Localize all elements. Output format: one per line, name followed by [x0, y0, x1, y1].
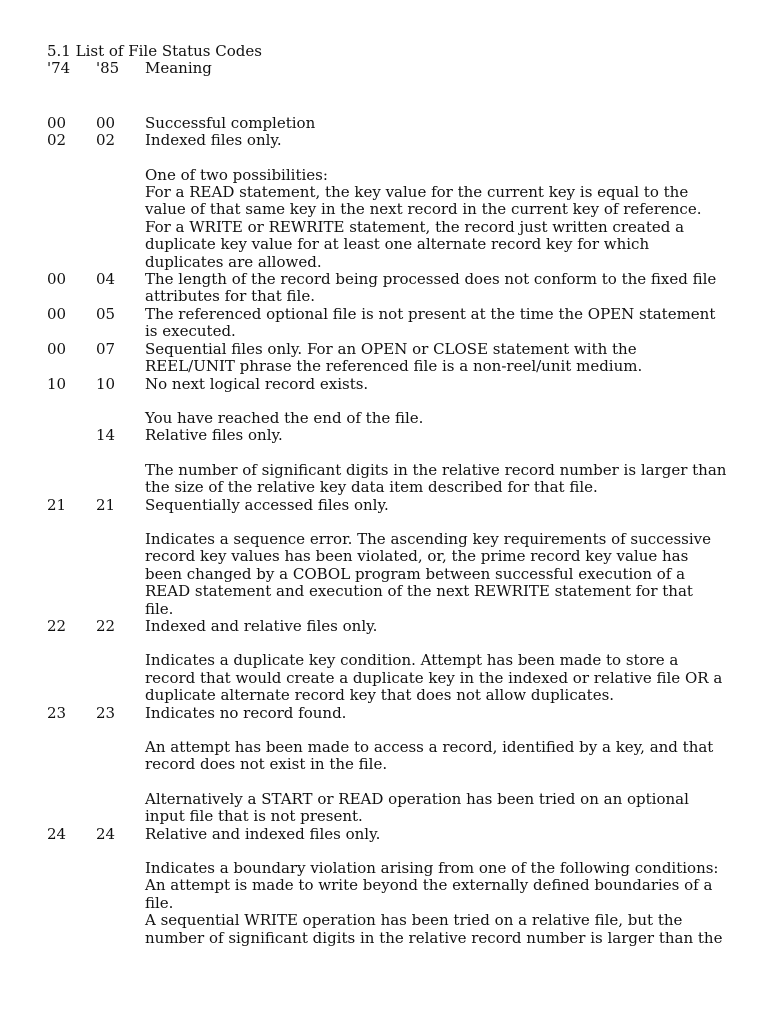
meaning-paragraph: Relative and indexed files only. [145, 824, 381, 843]
meaning [145, 618, 735, 705]
paragraph-spacer [145, 635, 735, 652]
code-1985: 14 [96, 426, 116, 445]
code-1974: 24 [47, 824, 67, 843]
code-1985: 23 [96, 703, 116, 722]
section-title: 5.1 List of File Status Codes [47, 42, 262, 60]
code-1985: 02 [96, 131, 116, 150]
meaning [145, 132, 735, 271]
meaning-paragraph: Indexed and relative files only. [145, 616, 378, 635]
status-code-entry [47, 306, 737, 341]
code-1985: 21 [96, 495, 116, 514]
paragraph-spacer [145, 514, 735, 531]
meaning [145, 341, 735, 376]
status-code-entry [47, 618, 737, 705]
meaning-paragraph: The length of the record being processed does not conform to the fixed file attributes for that file. [145, 270, 717, 306]
status-code-entry [47, 115, 737, 132]
code-1974: 00 [47, 113, 67, 132]
meaning-paragraph: One of two possibilities: For a READ statement, the key value for the current key is equal to the value of that same key in the next record in the current key of reference. For a WRITE or REWRITE statement, the record just written created a duplicate key value for at least one alternate record key for which duplicates are allowed. [145, 165, 702, 271]
meaning-paragraph: Successful completion [145, 113, 316, 132]
code-1985: 04 [96, 270, 116, 289]
meaning [145, 427, 735, 496]
meaning-paragraph: You have reached the end of the file. [145, 408, 424, 427]
status-code-entry [47, 826, 737, 947]
meaning [145, 826, 735, 947]
code-1974: 02 [47, 131, 67, 150]
meaning [145, 306, 735, 341]
meaning-paragraph: Sequential files only. For an OPEN or CLOSE statement with the REEL/UNIT phrase the referenced file is a non-reel/unit medium. [145, 339, 643, 376]
paragraph-spacer [145, 774, 735, 791]
paragraph-spacer [145, 445, 735, 462]
meaning-paragraph: Sequentially accessed files only. [145, 495, 389, 514]
code-1974 [47, 427, 96, 496]
column-header-74: '74 [47, 59, 71, 78]
meaning-paragraph: Relative files only. [145, 426, 283, 445]
meaning-paragraph: Indicates a sequence error. The ascending key requirements of successive record key values has been violated, or, the prime record key value has been changed by a COBOL program between successful execution of a READ statement and execution of the next REWRITE statement for that file. [145, 529, 712, 618]
header-spacer [47, 78, 737, 115]
code-1985: 07 [96, 339, 116, 358]
code-1985: 00 [96, 113, 116, 132]
meaning-paragraph: The referenced optional file is not present at the time the OPEN statement is executed. [145, 304, 716, 341]
meaning [145, 497, 735, 618]
status-code-entry [47, 497, 737, 618]
meaning-paragraph: Indexed files only. [145, 131, 282, 150]
code-1974: 23 [47, 703, 67, 722]
column-header-row [47, 60, 737, 77]
meaning-paragraph: Indicates no record found. [145, 703, 347, 722]
document-page [47, 43, 737, 947]
code-1985: 05 [96, 304, 116, 323]
status-code-entry [47, 341, 737, 376]
code-1985: 22 [96, 616, 116, 635]
meaning [145, 705, 735, 826]
paragraph-spacer [145, 722, 735, 739]
code-1974: 22 [47, 616, 67, 635]
meaning-paragraph: Alternatively a START or READ operation has been tried on an optional input file that is not present. [145, 789, 689, 826]
code-1985: 24 [96, 824, 116, 843]
paragraph-spacer [145, 150, 735, 167]
code-1985: 10 [96, 374, 116, 393]
meaning-paragraph: The number of significant digits in the relative record number is larger than the size of the relative key data item described for that file. [145, 460, 727, 497]
code-1974: 10 [47, 374, 67, 393]
status-code-entry [47, 705, 737, 826]
code-1974: 21 [47, 495, 67, 514]
status-code-entry [47, 271, 737, 306]
meaning [145, 271, 735, 306]
status-code-entry [47, 427, 737, 496]
status-code-list [47, 115, 737, 947]
column-header-85: '85 [96, 59, 120, 78]
meaning-paragraph: Indicates a duplicate key condition. Attempt has been made to store a record that would create a duplicate key in the indexed or relative file OR a duplicate alternate record key that does not allow duplicates. [145, 651, 723, 705]
meaning-paragraph: Indicates a boundary violation arising from one of the following conditions: An attempt is made to write beyond the externally defined boundaries of a file. A sequential WRITE operation has been tried on a relative file, but the number of significant digits in the relative record number is larger than the [145, 859, 723, 947]
column-header-meaning: Meaning [145, 59, 212, 78]
code-1974: 00 [47, 339, 67, 358]
code-1974: 00 [47, 304, 67, 323]
paragraph-spacer [145, 843, 735, 860]
meaning [145, 376, 735, 428]
paragraph-spacer [145, 393, 735, 410]
meaning-paragraph: An attempt has been made to access a record, identified by a key, and that record does not exist in the file. [145, 738, 714, 774]
meaning [145, 115, 735, 132]
status-code-entry [47, 376, 737, 428]
status-code-entry [47, 132, 737, 271]
meaning-paragraph: No next logical record exists. [145, 374, 369, 393]
code-1974: 00 [47, 270, 67, 289]
